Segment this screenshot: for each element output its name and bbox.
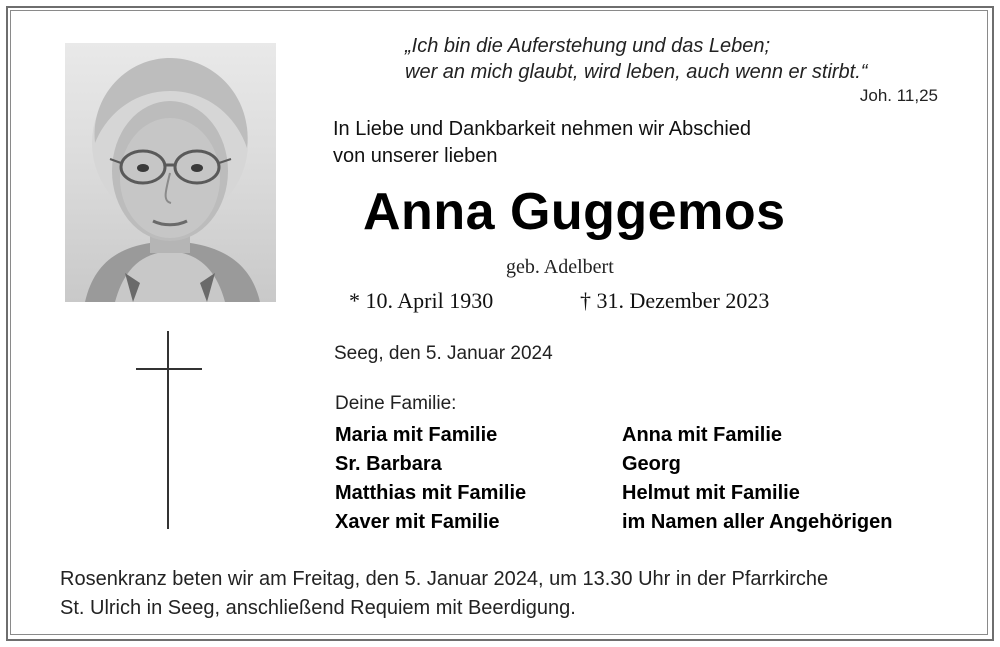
birth-date: * 10. April 1930 bbox=[349, 288, 494, 313]
service-info bbox=[60, 565, 960, 623]
service-line-1: Rosenkranz beten wir am Freitag, den 5. Januar 2024, um 13.30 Uhr in der Pfarrkirche bbox=[60, 568, 829, 590]
quote-reference: Joh. 11,25 bbox=[859, 86, 938, 105]
family-member: Anna mit Familie bbox=[622, 424, 783, 446]
family-member: Matthias mit Familie bbox=[335, 482, 527, 504]
family-member: Georg bbox=[622, 453, 681, 475]
quote-line-1: „Ich bin die Auferstehung und das Leben; bbox=[405, 35, 771, 57]
maiden-name: geb. Adelbert bbox=[506, 256, 614, 278]
cross-icon bbox=[136, 331, 202, 529]
bible-quote bbox=[405, 33, 945, 85]
family-label: Deine Familie: bbox=[335, 393, 457, 414]
quote-line-2: wer an mich glaubt, wird leben, auch wenn er stirbt.“ bbox=[405, 61, 868, 83]
death-date: † 31. Dezember 2023 bbox=[580, 288, 770, 313]
family-member: im Namen aller Angehörigen bbox=[622, 511, 893, 533]
intro-line-2: von unserer lieben bbox=[333, 145, 498, 167]
intro-line-1: In Liebe und Dankbarkeit nehmen wir Abschied bbox=[333, 118, 752, 140]
family-column-left bbox=[335, 421, 526, 537]
family-member: Sr. Barbara bbox=[335, 453, 442, 475]
place-date: Seeg, den 5. Januar 2024 bbox=[334, 343, 553, 364]
family-member: Helmut mit Familie bbox=[622, 482, 800, 504]
family-member: Xaver mit Familie bbox=[335, 511, 500, 533]
service-line-2: St. Ulrich in Seeg, anschließend Requiem mit Beerdigung. bbox=[60, 597, 576, 619]
intro-text bbox=[333, 116, 751, 170]
deceased-name: Anna Guggemos bbox=[363, 183, 786, 241]
family-member: Maria mit Familie bbox=[335, 424, 498, 446]
family-column-right bbox=[622, 421, 892, 537]
portrait-photo bbox=[65, 43, 276, 302]
